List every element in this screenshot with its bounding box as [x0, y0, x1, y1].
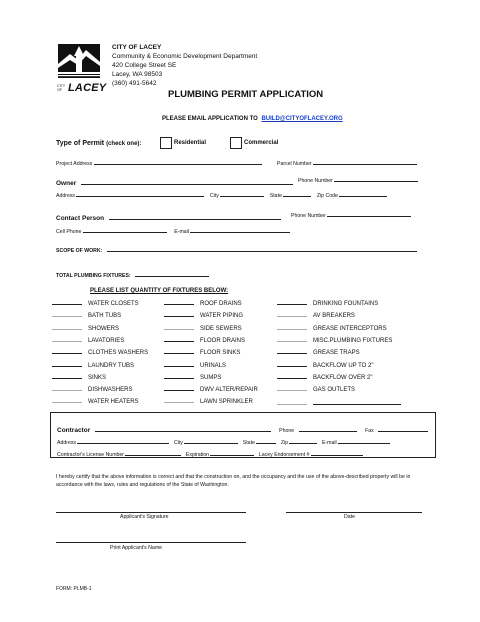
total-fixtures-field[interactable]	[135, 268, 209, 277]
fixture-col3-item	[277, 335, 392, 344]
fixture-row	[52, 298, 442, 308]
fixture-quantity-field[interactable]	[164, 310, 194, 317]
parcel-number-field[interactable]	[313, 156, 417, 165]
fixture-quantity-field[interactable]	[277, 372, 307, 379]
contact-person-label: Contact Person	[56, 215, 105, 222]
contact-email-field[interactable]	[190, 224, 290, 233]
permit-type-instruction: (check one):	[106, 141, 142, 147]
fixture-quantity-field[interactable]	[52, 384, 82, 391]
contractor-license-row	[57, 447, 363, 458]
fixture-quantity-field[interactable]	[164, 372, 194, 379]
fixture-col3-item	[277, 360, 373, 369]
fixture-col3-item	[277, 347, 360, 356]
fixture-quantity-field[interactable]	[277, 335, 307, 342]
fixture-label: GREASE INTERCEPTORS	[313, 325, 387, 332]
residential-checkbox[interactable]	[160, 137, 172, 149]
form-id: FORM: PLMB-1	[56, 586, 92, 592]
email-link[interactable]: BUILD@CITYOFLACEY.ORG	[261, 116, 343, 122]
contractor-address-field[interactable]	[77, 435, 169, 444]
fixture-label: SUMPS	[200, 374, 222, 381]
fixture-label: DISHWASHERS	[88, 387, 133, 394]
fixture-col3-item	[277, 323, 387, 332]
fixture-label: GREASE TRAPS	[313, 350, 360, 357]
fixture-label: AV BREAKERS	[313, 313, 355, 320]
print-name-label: Print Applicant's Name	[110, 545, 163, 551]
fixture-col2-item	[164, 347, 240, 356]
parcel-number-row	[277, 156, 417, 167]
fixture-row	[52, 372, 442, 382]
fixture-row	[52, 360, 442, 370]
fixture-label: BATH TUBS	[88, 313, 122, 320]
fixture-col1-item	[52, 372, 106, 381]
fixture-col1-item	[52, 323, 119, 332]
fixture-label: BACKFLOW OVER 2"	[313, 374, 373, 381]
owner-address-field[interactable]	[76, 188, 204, 197]
owner-address-label: Address	[56, 193, 76, 199]
fixture-quantity-field[interactable]	[164, 323, 194, 330]
contractor-expiration-field[interactable]	[210, 447, 254, 456]
fixture-quantity-field[interactable]	[277, 360, 307, 367]
fixture-label: MISC.PLUMBING FIXTURES	[313, 337, 393, 344]
fixture-quantity-field[interactable]	[52, 396, 82, 403]
contractor-license-field[interactable]	[125, 447, 181, 456]
print-name-line[interactable]	[56, 534, 246, 543]
fixture-label: SINKS	[88, 374, 107, 381]
fixture-row	[52, 384, 442, 394]
fixture-quantity-field[interactable]	[164, 335, 194, 342]
department-name: Community & Economic Development Department	[112, 53, 258, 60]
owner-address-row	[56, 188, 387, 199]
owner-zip-field[interactable]	[339, 188, 387, 197]
commercial-label: Commercial	[244, 140, 279, 146]
fixture-quantity-field[interactable]	[52, 298, 82, 305]
contractor-address-row	[57, 435, 390, 446]
fixture-quantity-field[interactable]	[277, 384, 307, 391]
contractor-endorsement-field[interactable]	[311, 447, 363, 456]
contractor-state-label: State	[242, 440, 255, 446]
contractor-fax-field[interactable]	[378, 423, 428, 432]
fixture-quantity-field[interactable]	[52, 347, 82, 354]
fixture-col3-item	[277, 310, 355, 319]
date-label: Date	[344, 514, 355, 520]
fixture-col2-item	[164, 298, 242, 307]
street-address: 420 College Street SE	[112, 62, 177, 69]
fixture-label: WATER CLOSETS	[88, 301, 139, 307]
contractor-email-field[interactable]	[338, 435, 390, 444]
fixture-quantity-field[interactable]	[277, 398, 307, 405]
contractor-fax-label: Fax	[365, 428, 374, 434]
logo-word: LACEY	[68, 82, 107, 94]
owner-phone-field[interactable]	[334, 173, 418, 182]
fixture-col2-item	[164, 323, 242, 332]
contractor-state-field[interactable]	[256, 435, 276, 444]
contractor-expiration-label: Expiration	[185, 452, 209, 458]
email-instruction-text: PLEASE EMAIL APPLICATION TO	[162, 116, 258, 122]
project-address-field[interactable]	[94, 156, 262, 165]
fixture-quantity-field[interactable]	[277, 347, 307, 354]
fixture-quantity-field[interactable]	[277, 323, 307, 330]
fixture-quantity-field[interactable]	[164, 298, 194, 305]
fixture-col2-item	[164, 360, 226, 369]
parcel-number-label: Parcel Number	[277, 161, 312, 167]
owner-label: Owner	[56, 180, 77, 187]
certification-text: I hereby certify that the above information is correct and that the construction on, and the occupancy and the use of the above-described property will be in accordance with the laws, rules and regulations of the State of Washington.	[56, 474, 411, 488]
owner-city-field[interactable]	[220, 188, 264, 197]
contractor-zip-label: Zip	[280, 440, 289, 446]
fixture-label: BACKFLOW UP TO 2"	[313, 362, 374, 369]
contractor-license-label: Contractor's License Number	[57, 452, 125, 458]
fixture-row	[52, 347, 442, 357]
contact-phone-label: Phone Number	[291, 213, 326, 219]
org-name: CITY OF LACEY	[112, 44, 162, 51]
office-phone: (360) 491-5642	[112, 80, 157, 87]
fixture-col1-item	[52, 310, 121, 319]
residential-label: Residential	[174, 140, 207, 146]
fixture-label: DRINKING FOUNTAINS	[313, 301, 379, 307]
scope-row	[56, 239, 417, 257]
owner-city-label: City	[209, 193, 219, 199]
fixtures-heading: PLEASE LIST QUANTITY OF FIXTURES BELOW:	[90, 288, 229, 294]
project-address-label: Project Address	[56, 161, 93, 167]
fixture-col1-item	[52, 347, 148, 356]
fixture-label: LAUNDRY TUBS	[88, 362, 135, 369]
fixture-label: SIDE SEWERS	[200, 325, 242, 332]
fixture-row	[52, 335, 442, 345]
contractor-phone-field[interactable]	[299, 423, 357, 432]
contractor-address-label: Address	[57, 440, 77, 446]
owner-phone-label: Phone Number	[298, 178, 333, 184]
contractor-box	[50, 412, 436, 458]
fixture-quantity-field[interactable]	[52, 310, 82, 317]
fixture-label: FLOOR SINKS	[200, 350, 241, 357]
fixture-col1-item	[52, 360, 134, 369]
fixture-label: WATER PIPING	[200, 313, 244, 320]
contractor-city-field[interactable]	[184, 435, 238, 444]
owner-phone-row	[298, 173, 418, 184]
fixture-quantity-field[interactable]	[277, 310, 307, 317]
page-title: PLUMBING PERMIT APPLICATION	[168, 89, 324, 100]
scope-label: SCOPE OF WORK:	[56, 248, 103, 254]
fixture-col2-item	[164, 384, 258, 393]
fixture-col1-item	[52, 298, 139, 307]
fixture-label: WATER HEATERS	[88, 399, 139, 406]
owner-state-field[interactable]	[283, 188, 311, 197]
fixture-label: DWV ALTER/REPAIR	[200, 387, 258, 394]
project-address-row	[56, 156, 262, 167]
fixture-col3-item	[277, 298, 378, 307]
owner-field[interactable]	[81, 176, 293, 185]
fixture-label: CLOTHES WASHERS	[88, 350, 149, 357]
fixture-col3-item	[277, 384, 355, 393]
fixture-label: LAVATORIES	[88, 337, 125, 344]
city-state-zip: Lacey, WA 98503	[112, 71, 163, 78]
fixture-quantity-field[interactable]	[52, 372, 82, 379]
total-fixtures-label: TOTAL PLUMBING FIXTURES:	[56, 273, 131, 279]
cell-phone-label: Cell Phone	[56, 229, 82, 235]
fixture-row	[52, 323, 442, 333]
applicant-signature-line[interactable]	[56, 504, 246, 513]
contact-email-label: E-mail	[174, 229, 189, 235]
total-fixtures-row	[56, 264, 209, 282]
fixture-label: GAS OUTLETS	[313, 387, 356, 394]
fixture-col2-item	[164, 310, 243, 319]
date-line[interactable]	[286, 504, 422, 513]
fixture-quantity-field[interactable]	[164, 396, 194, 403]
contractor-zip-field[interactable]	[289, 435, 317, 444]
contractor-label: Contractor	[57, 427, 91, 434]
email-instruction	[162, 116, 343, 122]
fixture-label: SHOWERS	[88, 325, 120, 332]
contractor-phone-label: Phone	[279, 428, 295, 434]
contact-person-field[interactable]	[109, 211, 281, 220]
fixture-quantity-field[interactable]	[52, 360, 82, 367]
fixture-quantity-field[interactable]	[277, 298, 307, 305]
fixture-quantity-field[interactable]	[52, 323, 82, 330]
fixture-label: FLOOR DRAINS	[200, 337, 246, 344]
contact-phone-field[interactable]	[327, 208, 411, 217]
contact-person-row	[56, 207, 281, 225]
fixture-col3-item	[277, 372, 372, 381]
fixture-col1-item	[52, 384, 132, 393]
contractor-name-field[interactable]	[95, 423, 271, 432]
scope-field[interactable]	[107, 243, 417, 252]
fixture-label: ROOF DRAINS	[200, 301, 242, 307]
contact-phone-row	[291, 208, 411, 219]
fixture-quantity-field[interactable]	[164, 360, 194, 367]
contractor-endorsement-label: Lacey Endorsement #	[258, 452, 310, 458]
applicant-signature-label: Applicant's Signature	[120, 514, 169, 520]
fixture-quantity-field[interactable]	[52, 335, 82, 342]
contractor-email-label: E-mail	[321, 440, 337, 446]
cell-phone-field[interactable]	[83, 224, 167, 233]
fixture-col1-item	[52, 335, 124, 344]
fixture-col2-item	[164, 335, 245, 344]
logo-small-text: CITY OF	[57, 84, 66, 92]
permit-type-title: Type of Permit	[56, 140, 105, 147]
fixture-row	[52, 310, 442, 320]
fixture-row	[52, 396, 442, 406]
contractor-city-label: City	[173, 440, 183, 446]
commercial-checkbox[interactable]	[230, 137, 242, 149]
fixture-col3-item	[277, 396, 401, 407]
fixture-label: LAWN SPRINKLER	[200, 399, 253, 406]
cell-email-row	[56, 224, 290, 235]
fixture-col2-item	[164, 396, 253, 405]
fixture-col2-item	[164, 372, 221, 381]
fixture-quantity-field[interactable]	[164, 347, 194, 354]
fixture-quantity-field[interactable]	[164, 384, 194, 391]
fixture-other-field[interactable]	[313, 396, 401, 405]
owner-zip-label: Zip Code	[316, 193, 338, 199]
owner-state-label: State	[269, 193, 282, 199]
fixture-label: URINALS	[200, 362, 227, 369]
fixture-col1-item	[52, 396, 139, 405]
permit-type-label	[56, 140, 141, 147]
